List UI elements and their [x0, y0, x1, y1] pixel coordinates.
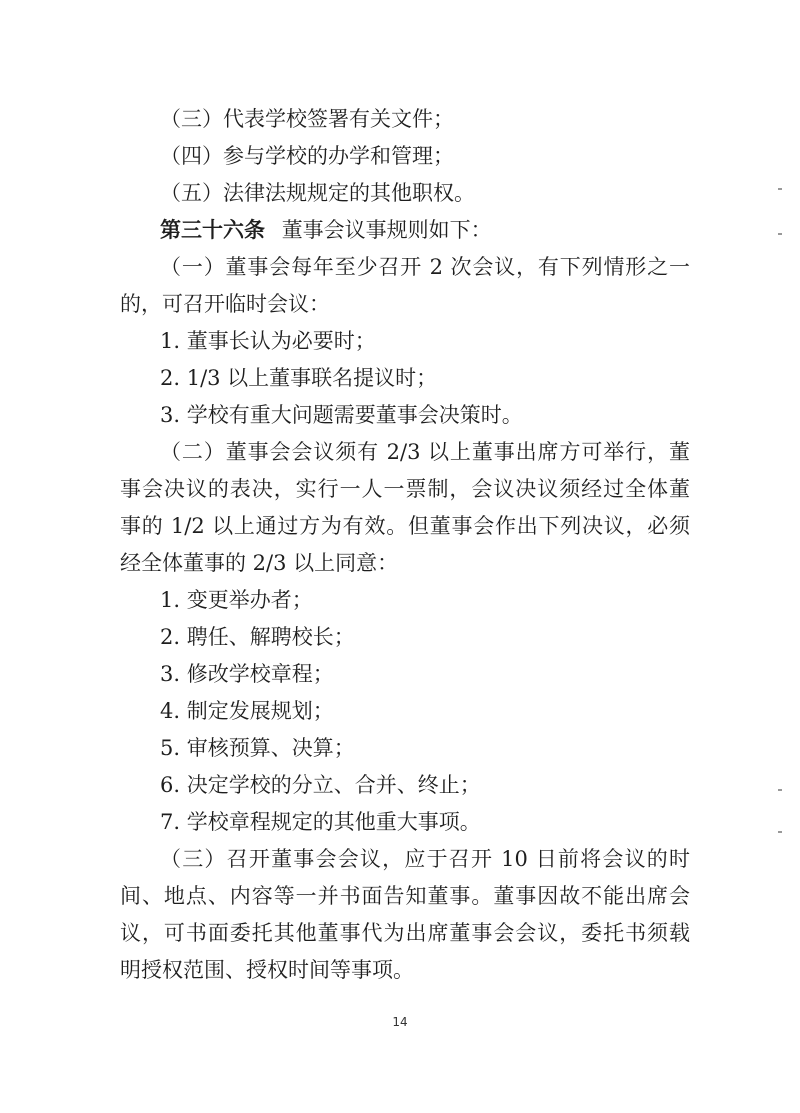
article-number: 第三十六条 [160, 217, 265, 242]
scan-mark [778, 831, 782, 833]
list-item: 1. 董事长认为必要时； [160, 329, 376, 353]
text-line: （二）董事会会议须有 2/3 以上董事出席方可举行，董 [160, 440, 690, 464]
list-item: 1. 变更举办者； [160, 588, 313, 612]
scan-mark [778, 188, 782, 190]
text-line: （五）法律法规规定的其他职权。 [160, 181, 475, 205]
text-line: 议，可书面委托其他董事代为出席董事会会议，委托书须载 [120, 921, 690, 945]
text-line: 事会决议的表决，实行一人一票制，会议决议须经过全体董 [120, 477, 690, 501]
list-item: 2. 聘任、解聘校长； [160, 625, 355, 649]
text-line: 间、地点、内容等一并书面告知董事。董事因故不能出席会 [120, 884, 690, 908]
list-item: 5. 审核预算、决算； [160, 736, 355, 760]
text-line: 事的 1/2 以上通过方为有效。但董事会作出下列决议，必须 [120, 514, 690, 538]
list-item: 7. 学校章程规定的其他重大事项。 [160, 810, 481, 834]
text-line: 经全体董事的 2/3 以上同意： [120, 551, 399, 575]
scan-mark [778, 233, 782, 235]
scan-mark [778, 789, 782, 791]
list-item: 2. 1/3 以上董事联名提议时； [160, 366, 438, 390]
page-number: 14 [392, 1015, 408, 1029]
text-line: 明授权范围、授权时间等事项。 [120, 958, 414, 982]
text-line: （一）董事会每年至少召开 2 次会议，有下列情形之一 [160, 255, 690, 279]
text-line: （三）代表学校签署有关文件； [160, 107, 454, 131]
article-title: 董事会议事规则如下： [281, 218, 492, 242]
text-line: （三）召开董事会会议，应于召开 10 日前将会议的时 [160, 847, 690, 871]
text-line: 的，可召开临时会议： [120, 292, 330, 316]
article-heading-line [160, 215, 690, 245]
list-item: 3. 修改学校章程； [160, 662, 334, 686]
list-item: 3. 学校有重大问题需要董事会决策时。 [160, 403, 523, 427]
list-item: 4. 制定发展规划； [160, 699, 334, 723]
list-item: 6. 决定学校的分立、合并、终止； [160, 773, 481, 797]
text-line: （四）参与学校的办学和管理； [160, 144, 454, 168]
